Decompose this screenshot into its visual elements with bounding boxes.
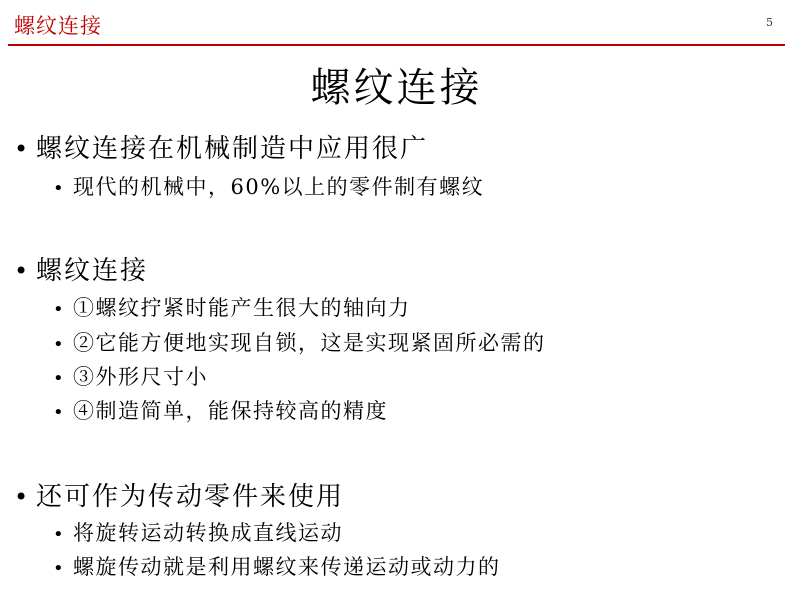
bullet-marker: • xyxy=(53,299,66,320)
bullet-marker: • xyxy=(14,257,31,285)
bullet-text: 还可作为传动零件来使用 xyxy=(36,482,345,512)
bullet-text: ④制造简单，能保持较高的精度 xyxy=(73,399,388,423)
bullet-level2 xyxy=(53,328,546,360)
bullet-level1 xyxy=(14,254,148,288)
bullet-level1 xyxy=(14,480,344,514)
header-title: 螺纹连接 xyxy=(14,14,102,38)
bullet-text: 现代的机械中，60%以上的零件制有螺纹 xyxy=(73,175,485,199)
bullet-level2 xyxy=(53,172,484,204)
bullet-marker: • xyxy=(53,178,66,199)
bullet-marker: • xyxy=(53,558,66,579)
bullet-text: 将旋转运动转换成直线运动 xyxy=(73,521,343,545)
bullet-level2 xyxy=(53,362,208,394)
bullet-marker: • xyxy=(53,524,66,545)
page-number: 5 xyxy=(766,16,773,29)
bullet-marker: • xyxy=(14,135,31,163)
bullet-level2 xyxy=(53,552,501,584)
bullet-text: ③外形尺寸小 xyxy=(73,365,208,389)
slide-title: 螺纹连接 xyxy=(310,65,483,111)
bullet-text: 螺纹连接 xyxy=(36,256,149,286)
bullet-level2 xyxy=(53,396,388,428)
bullet-marker: • xyxy=(53,402,66,423)
bullet-text: ②它能方便地实现自锁，这是实现紧固所必需的 xyxy=(73,331,546,355)
bullet-level2 xyxy=(53,293,411,325)
bullet-marker: • xyxy=(53,368,66,389)
bullet-level1 xyxy=(14,132,428,166)
bullet-level2 xyxy=(53,518,343,550)
bullet-marker: • xyxy=(53,334,66,355)
bullet-text: 螺旋传动就是利用螺纹来传递运动或动力的 xyxy=(73,555,501,579)
bullet-text: ①螺纹拧紧时能产生很大的轴向力 xyxy=(73,296,411,320)
bullet-marker: • xyxy=(14,483,31,511)
bullet-text: 螺纹连接在机械制造中应用很广 xyxy=(36,134,429,164)
